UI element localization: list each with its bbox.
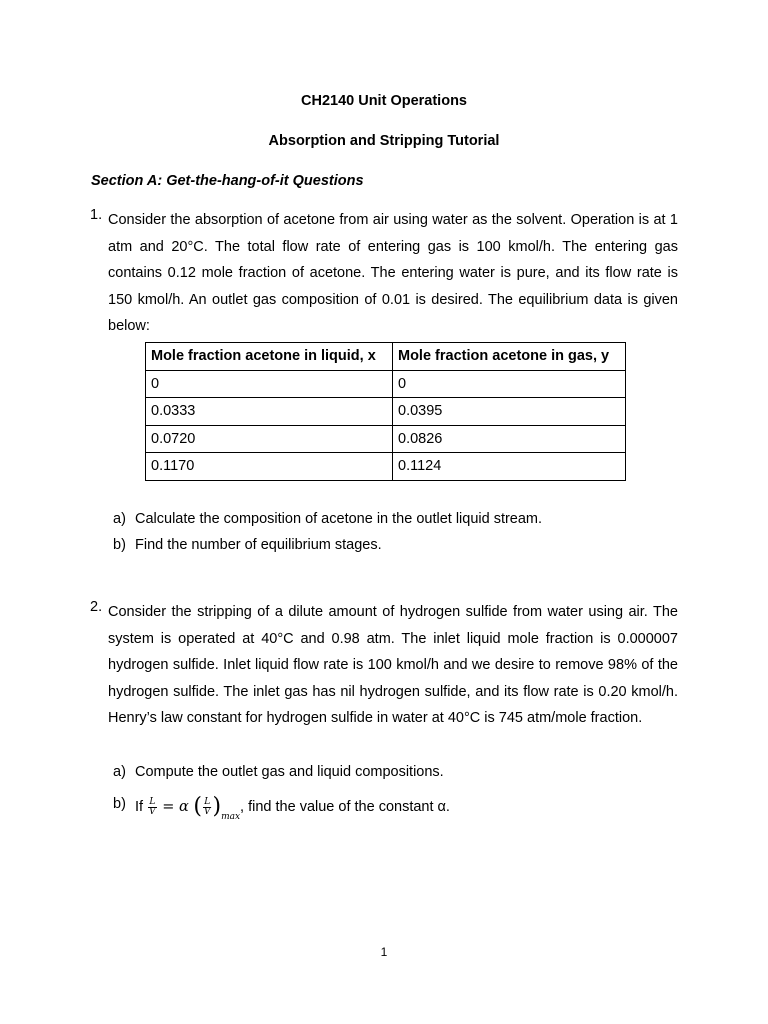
table-header-y: Mole fraction acetone in gas, y bbox=[393, 343, 626, 371]
table-row bbox=[146, 370, 626, 398]
part-text: Compute the outlet gas and liquid compositions. bbox=[135, 764, 444, 780]
max-subscript: max bbox=[221, 812, 241, 822]
part-text-with-formula bbox=[135, 796, 450, 822]
table-cell-x: 0.1170 bbox=[146, 453, 393, 481]
course-title: CH2140 Unit Operations bbox=[301, 93, 467, 109]
table-row bbox=[146, 425, 626, 453]
table-cell-x: 0.0333 bbox=[146, 398, 393, 426]
document-title: Absorption and Stripping Tutorial bbox=[268, 133, 500, 149]
table-cell-y: 0 bbox=[393, 370, 626, 398]
section-heading: Section A: Get-the-hang-of-it Questions bbox=[91, 173, 364, 189]
question-2-number: 2. bbox=[90, 599, 103, 615]
table-cell-x: 0.0720 bbox=[146, 425, 393, 453]
part-label: b) bbox=[113, 796, 126, 812]
question-1-text: Consider the absorption of acetone from air using water as the solvent. Operation is at 1 atm and 20°C. The total flow rate of entering gas is 100 kmol/h. The entering gas contains 0.12 mole fraction of acetone. The entering water is pure, and its flow rate is 150 kmol/h. An outlet gas composition of 0.01 is desired. The equilibrium data is given below: bbox=[108, 212, 678, 335]
fraction-l-over-v-max: $\frac{L}{V}$ bbox=[203, 796, 211, 817]
question-1 bbox=[90, 207, 678, 340]
table-row bbox=[146, 398, 626, 426]
part-text: Calculate the composition of acetone in the outlet liquid stream. bbox=[135, 511, 543, 527]
table-row bbox=[146, 453, 626, 481]
table-cell-y: 0.1124 bbox=[393, 453, 626, 481]
table-header-row bbox=[146, 343, 626, 371]
table-header-x: Mole fraction acetone in liquid, x bbox=[146, 343, 393, 371]
ratio-formula: $\frac{L}{V}$ = α ( $\frac{L}{V}$ )$_{max}$ bbox=[149, 794, 241, 822]
part-label: a) bbox=[113, 764, 126, 780]
question-2-text: Consider the stripping of a dilute amount of hydrogen sulfide from water using air. The system is operated at 40°C and 0.98 atm. The inlet liquid mole fraction is 0.000007 hydrogen sulfide. Inlet liquid flow rate is 100 kmol/h and we desire to remove 98% of the hydrogen sulfide. The inlet gas has nil hydrogen sulfide, and its flow rate is 0.20 kmol/h. Henry’s law constant for hydrogen sulfide in water at 40°C is 745 atm/mole fraction. bbox=[108, 604, 678, 727]
part-text: Find the number of equilibrium stages. bbox=[135, 537, 382, 553]
part-prefix: If bbox=[135, 799, 144, 815]
question-2 bbox=[90, 599, 678, 732]
fraction-l-over-v: $\frac{L}{V}$ bbox=[149, 796, 156, 817]
table-cell-y: 0.0826 bbox=[393, 425, 626, 453]
part-suffix: , find the value of the constant α. bbox=[240, 799, 450, 815]
part-label: a) bbox=[113, 511, 126, 527]
question-1-number: 1. bbox=[90, 207, 103, 223]
part-label: b) bbox=[113, 537, 126, 553]
equilibrium-data-table bbox=[145, 342, 626, 481]
table-cell-x: 0 bbox=[146, 370, 393, 398]
table-cell-y: 0.0395 bbox=[393, 398, 626, 426]
page-number: 1 bbox=[380, 945, 388, 959]
